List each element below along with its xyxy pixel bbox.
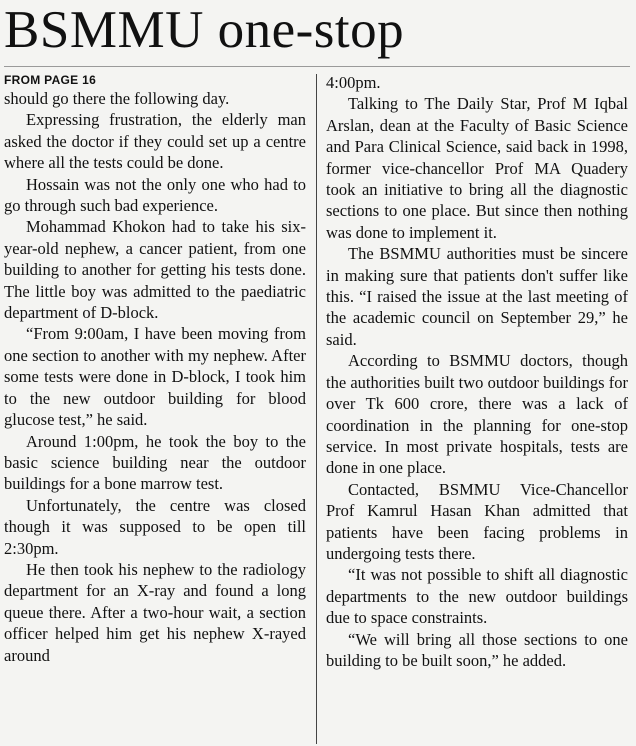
column-divider bbox=[316, 74, 317, 744]
continued-from-label: FROM PAGE 16 bbox=[4, 73, 97, 87]
paragraph: The BSMMU authorities must be sincere in making sure that patients don't suffer like this. “I raised the issue at the last meeting of the academic council on September 29,” he said. bbox=[326, 244, 628, 349]
right-column bbox=[326, 72, 628, 671]
paragraph: Hossain was not the only one who had to go through such bad experience. bbox=[4, 174, 306, 216]
paragraph: He then took his nephew to the radiology department for an X-ray and found a long queue there. After a two-hour wait, a section officer helped him get his nephew X-rayed around bbox=[4, 559, 306, 665]
paragraph: “It was not possible to shift all diagnostic departments to the new outdoor buildings due to space constraints. bbox=[326, 565, 628, 628]
paragraph: Talking to The Daily Star, Prof M Iqbal Arslan, dean at the Faculty of Basic Science and Para Clinical Science, said back in 1998, former vice-chancellor Prof MA Quadery took an initiative to bring all the diagnostic sections to one place. But since then nothing was done to implement it. bbox=[326, 94, 628, 242]
paragraph: should go there the following day. bbox=[4, 89, 230, 108]
left-column bbox=[4, 72, 306, 666]
paragraph: 4:00pm. bbox=[326, 73, 381, 92]
paragraph: “From 9:00am, I have been moving from one section to another with my nephew. After some tests were done in D-block, I took him to the new outdoor building for blood glucose test,” he said. bbox=[4, 324, 306, 430]
paragraph: Unfortunately, the centre was closed though it was supposed to be open till 2:30pm. bbox=[4, 495, 306, 558]
paragraph: Around 1:00pm, he took the boy to the basic science building near the outdoor buildings for a bone marrow test. bbox=[4, 431, 306, 494]
headline-underline bbox=[4, 66, 630, 67]
paragraph: Expressing frustration, the elderly man asked the doctor if they could set up a centre where all the tests could be done. bbox=[4, 110, 306, 173]
paragraph: Mohammad Khokon had to take his six-year-old nephew, a cancer patient, from one building to another for getting his tests done. The little boy was admitted to the paediatric department of D-block. bbox=[4, 217, 306, 323]
paragraph: “We will bring all those sections to one building to be built soon,” he added. bbox=[326, 629, 628, 670]
paragraph: According to BSMMU doctors, though the authorities built two outdoor buildings for over Tk 600 crore, there was a lack of coordination in the planning for one-stop service. In most private hospitals, tests are done in one place. bbox=[326, 351, 628, 478]
headline: BSMMU one-stop bbox=[4, 1, 405, 59]
paragraph: Contacted, BSMMU Vice-Chancellor Prof Kamrul Hasan Khan admitted that patients have been facing problems in undergoing tests there. bbox=[326, 479, 628, 563]
